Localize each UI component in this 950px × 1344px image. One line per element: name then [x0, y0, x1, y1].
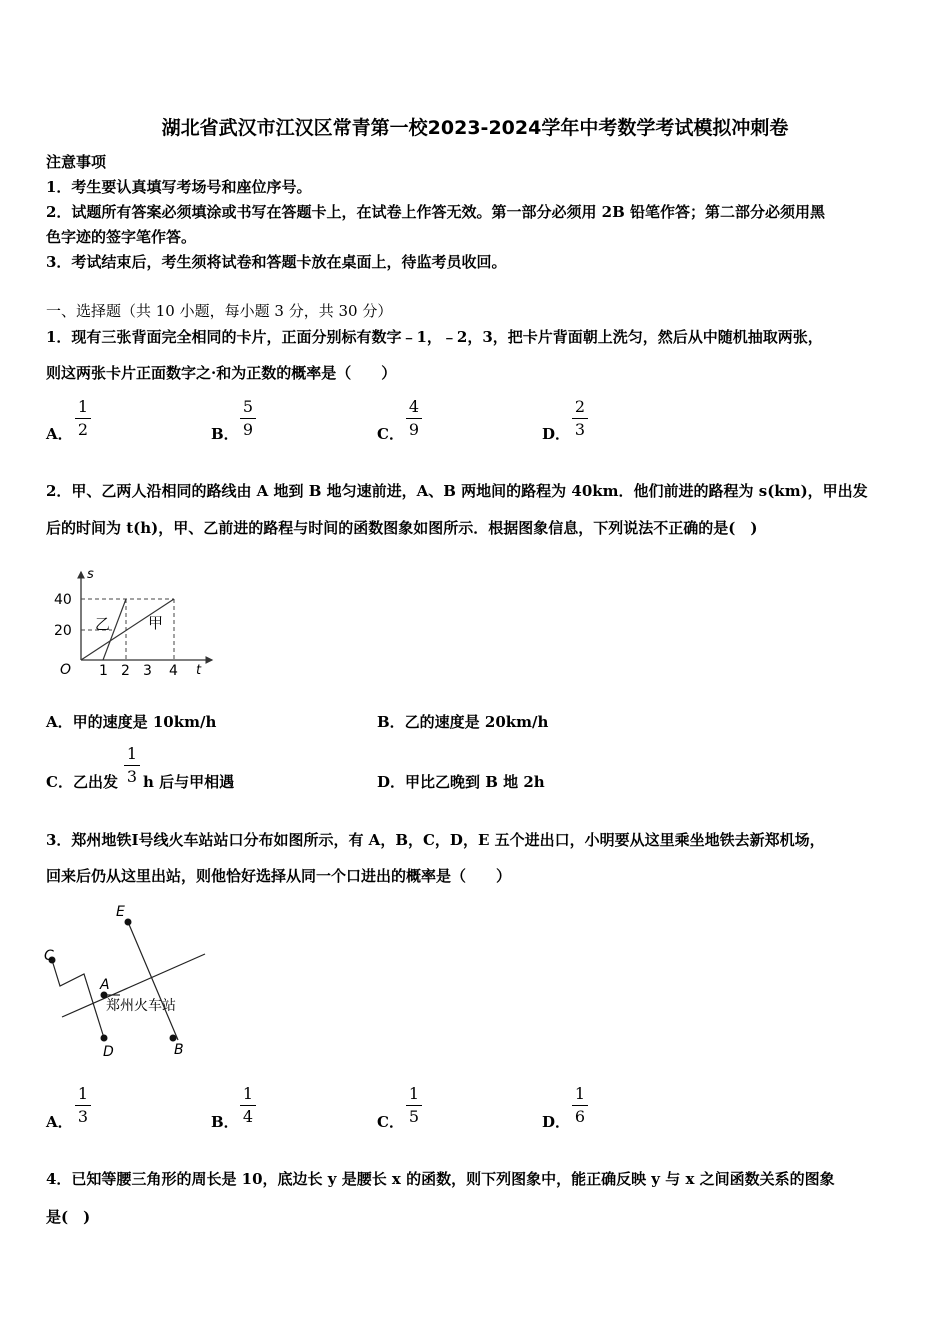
option-fraction: 1 3 — [73, 1085, 93, 1126]
option-label: D． — [542, 425, 571, 443]
section-heading: 一、选择题（共 10 小题，每小题 3 分，共 30 分） — [46, 302, 393, 320]
station-label: 郑州火车站 — [106, 998, 176, 1014]
exit-b-dot — [170, 1035, 177, 1042]
question-4-line: 4．已知等腰三角形的周长是 10，底边长 y 是腰长 x 的函数，则下列图象中，能正确反映 y 与 x 之间函数关系的图象 — [46, 1170, 835, 1188]
question-3-line: 3．郑州地铁Ⅰ号线火车站站口分布如图所示，有 A，B，C，D，E 五个进出口，小明要从这里乘坐地铁去新郑机场， — [46, 831, 825, 849]
option-fraction: 1 4 — [238, 1085, 258, 1126]
origin-label: O — [60, 662, 72, 678]
option-b: B．乙的速度是 20km/h — [377, 713, 549, 731]
y-tick: 40 — [54, 592, 72, 608]
label-jia: 甲 — [148, 614, 164, 632]
x-tick: 3 — [143, 663, 152, 679]
exit-e-label: E — [116, 904, 125, 920]
y-tick: 20 — [54, 623, 72, 639]
option-label: A． — [46, 425, 73, 443]
option-fraction: 1 2 — [73, 398, 93, 439]
x-axis-label: t — [196, 663, 202, 678]
exit-d-dot — [101, 1035, 108, 1042]
question-1-line: 1．现有三张背面完全相同的卡片，正面分别标有数字﹣1，﹣2，3，把卡片背面朝上洗匀，然后从中随机抽取两张， — [46, 328, 823, 346]
question-1-line: 则这两张卡片正面数字之·和为正数的概率是（ ） — [46, 364, 397, 382]
notice-item: 3．考试结束后，考生须将试卷和答题卡放在桌面上，待监考员收回。 — [46, 253, 507, 271]
option-label: C． — [377, 1113, 404, 1131]
option-label: B． — [211, 425, 239, 443]
line-e-b — [128, 922, 178, 1040]
distance-time-graph — [44, 562, 224, 687]
option-fraction: 2 3 — [570, 398, 590, 439]
option-label: B． — [211, 1113, 239, 1131]
option-c-suffix: h 后与甲相遇 — [143, 773, 235, 791]
question-4-line: 是( ) — [46, 1208, 91, 1226]
option-c-fraction: 1 3 — [122, 745, 142, 786]
option-fraction: 1 5 — [404, 1085, 424, 1126]
y-axis-label: s — [87, 567, 94, 582]
option-label: D． — [542, 1113, 571, 1131]
x-tick: 4 — [169, 663, 178, 679]
station-diagram — [40, 902, 210, 1062]
question-2-line: 后的时间为 t(h)，甲、乙前进的路程与时间的函数图象如图所示．根据图象信息，下列说法不正确的是( ) — [46, 519, 758, 537]
exit-a-label: A — [100, 977, 110, 993]
x-tick: 2 — [121, 663, 130, 679]
exit-e-dot — [125, 919, 132, 926]
option-label: C． — [377, 425, 404, 443]
question-2-line: 2．甲、乙两人沿相同的路线由 A 地到 B 地匀速前进，A、B 两地间的路程为 40km．他们前进的路程为 s(km)，甲出发 — [46, 482, 868, 500]
notice-heading: 注意事项 — [46, 153, 107, 171]
line-c-d — [52, 960, 104, 1038]
option-fraction: 4 9 — [404, 398, 424, 439]
x-tick: 1 — [99, 663, 108, 679]
option-a: A．甲的速度是 10km/h — [46, 713, 217, 731]
exit-c-label: C — [44, 948, 54, 964]
option-d: D．甲比乙晚到 B 地 2h — [377, 773, 545, 791]
page-title: 湖北省武汉市江汉区常青第一校2023-2024学年中考数学考试模拟冲刺卷 — [161, 117, 789, 139]
question-3-line: 回来后仍从这里出站，则他恰好选择从同一个口进出的概率是（ ） — [46, 867, 512, 885]
exit-d-label: D — [103, 1044, 114, 1060]
option-fraction: 1 6 — [570, 1085, 590, 1126]
option-fraction: 5 9 — [238, 398, 258, 439]
notice-item: 色字迹的签字笔作答。 — [46, 228, 197, 246]
option-c-prefix: C．乙出发 — [46, 773, 118, 791]
notice-item: 1．考生要认真填写考场号和座位序号。 — [46, 178, 312, 196]
notice-item: 2．试题所有答案必须填涂或书写在答题卡上，在试卷上作答无效。第一部分必须用 2B 铅笔作答；第二部分必须用黑 — [46, 203, 826, 221]
option-label: A． — [46, 1113, 73, 1131]
label-yi: 乙 — [95, 615, 111, 633]
exit-b-label: B — [174, 1042, 184, 1058]
